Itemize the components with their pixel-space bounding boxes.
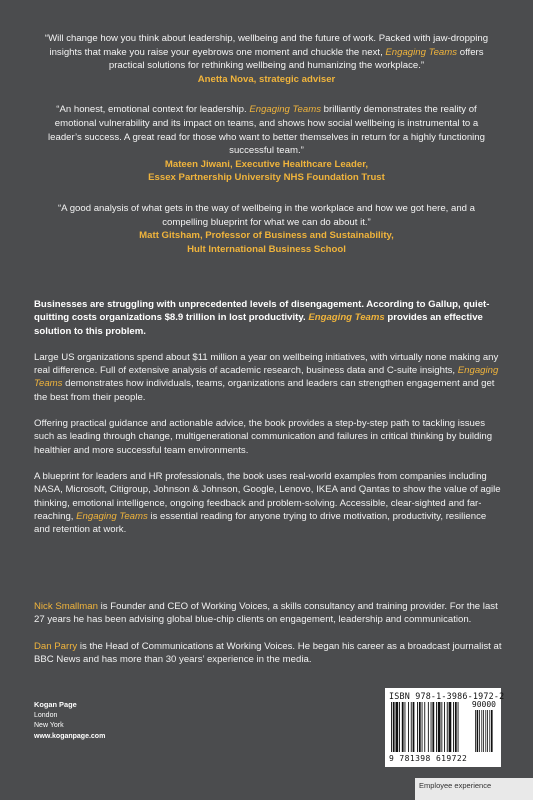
quote-text-part: “An honest, emotional context for leadership. xyxy=(56,104,250,116)
book-title-inline: Engaging Teams xyxy=(34,365,499,390)
quote-text-part: “A good analysis of what gets in the way of wellbeing in the workplace and how we got here, and a compelling blueprint for what we can do about it.” xyxy=(57,202,476,228)
publisher-name: Kogan Page xyxy=(34,700,77,709)
isbn-number: ISBN 978-1-3986-1972-2 xyxy=(389,691,505,701)
quote-author: Matt Gitsham, Professor of Business and Sustainability, xyxy=(139,230,394,242)
paragraph-text: Offering practical guidance and actionable advice, the book provides a step-by-step path to tackling issues such as leading through change, multigenerational communication and failures in critical thinking by building healthier and more successful team environments. xyxy=(34,418,493,456)
quote-text xyxy=(40,202,493,229)
quote-author: Anetta Nova, strategic adviser xyxy=(197,73,336,85)
barcode-icon xyxy=(391,702,495,754)
barcode-digits: 9 781398 619722 xyxy=(389,754,468,763)
paragraph-text: Large US organizations spend about $11 million a year on wellbeing initiatives, with virtually none making any real difference. Full of extensive analysis of academic research, business data and C-suite insights, xyxy=(34,351,499,377)
publisher-city: London xyxy=(34,711,58,719)
blurb-paragraph xyxy=(34,470,502,536)
author-bio xyxy=(34,640,502,667)
publisher-url: www.koganpage.com xyxy=(34,732,106,740)
blurb xyxy=(34,298,502,549)
paragraph-text: is essential reading for anyone trying to drive motivation, productivity, resilience and retention at work. xyxy=(34,510,487,536)
publisher-block xyxy=(34,700,105,742)
quote-affiliation: Hult International Business School xyxy=(187,243,346,255)
lead-text: Businesses are struggling with unprecedented levels of disengagement. According to Gallup, quiet-quitting costs organizations $8.9 trillion in lost productivity. xyxy=(34,299,490,324)
blurb-paragraph xyxy=(34,351,502,404)
isbn-barcode xyxy=(385,688,505,767)
blurb-paragraph xyxy=(34,417,502,457)
author-bio-text: is the Head of Communications at Working Voices. He began his career as a broadcast journalist at BBC News and has more than 30 years’ experience in the media. xyxy=(34,640,502,665)
endorsement-quote xyxy=(40,103,493,185)
book-title-inline: Engaging Teams xyxy=(308,312,385,324)
author-bio xyxy=(34,600,502,627)
author-name: Nick Smallman xyxy=(34,601,98,612)
quote-text-part: offers practical solutions for rethinking wellbeing and humanizing the workplace.” xyxy=(108,46,484,72)
book-title-inline: Engaging Teams xyxy=(385,46,458,58)
book-title-inline: Engaging Teams xyxy=(76,510,148,522)
publisher-city: New York xyxy=(34,722,64,729)
category-label: Employee experience xyxy=(419,781,492,790)
author-bio-text: is Founder and CEO of Working Voices, a skills consultancy and training provider. For the last 27 years he has been advising global blue-chip clients on engagement, leadership and communication. xyxy=(34,601,498,626)
paragraph-text: A blueprint for leaders and HR professionals, the book uses real-world examples from companies including NASA, Microsoft, Citigroup, Johnson & Johnson, Google, Lenovo, IKEA and Qantas to show the value of agile thinking, emotional intelligence, ongoing feedback and problem-solving. Accessible, clear-sighted and far-reaching, xyxy=(34,470,501,522)
quote-affiliation: Essex Partnership University NHS Foundation Trust xyxy=(148,172,385,184)
endorsement-quote xyxy=(40,32,493,86)
author-name: Dan Parry xyxy=(34,640,78,652)
quote-author: Mateen Jiwani, Executive Healthcare Leader, xyxy=(164,158,369,170)
endorsements xyxy=(40,32,493,273)
lead-paragraph xyxy=(34,298,502,338)
book-title-inline: Engaging Teams xyxy=(249,104,321,116)
category-strip xyxy=(415,778,533,800)
author-bios xyxy=(34,600,502,679)
quote-text xyxy=(40,32,493,73)
price-addon: 90000 xyxy=(471,700,496,709)
quote-text-part: “Will change how you think about leadership, wellbeing and the future of work. Packed with jaw-dropping insights that make you raise your eyebrows one moment and chuckle the next, xyxy=(44,33,489,58)
lead-text: provides an effective solution to this problem. xyxy=(34,312,483,337)
paragraph-text: demonstrates how individuals, teams, organizations and leaders can strengthen engagement and get the best from their people. xyxy=(34,378,495,403)
quote-text xyxy=(40,103,493,157)
quote-text-part: brilliantly demonstrates the reality of emotional vulnerability and its impact on teams, and shows how social wellbeing is instrumental to a leader’s success. A great read for those who want to better themselves in return for a highly functioning successful team.” xyxy=(48,104,485,157)
endorsement-quote xyxy=(40,202,493,256)
